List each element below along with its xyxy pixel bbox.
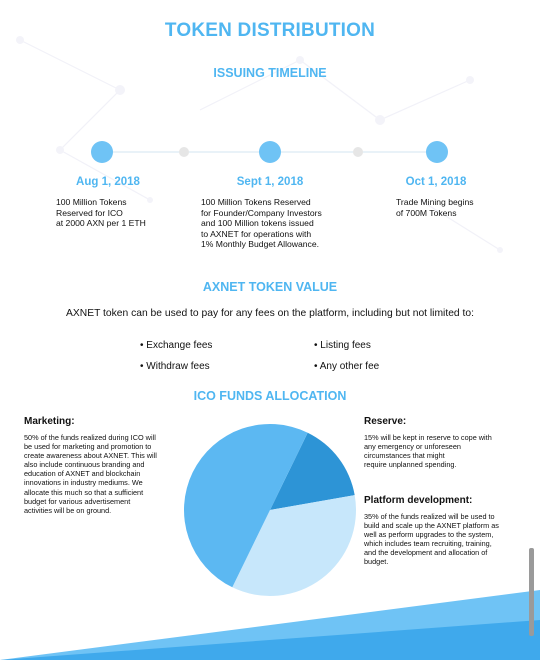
bullet-other-fee: • Any other fee [314, 361, 380, 372]
reserve-title: Reserve: [364, 416, 407, 427]
platform-title: Platform development: [364, 495, 473, 506]
timeline-dot [353, 147, 363, 157]
marketing-title: Marketing: [24, 416, 75, 427]
timeline-date-2: Sept 1, 2018 [236, 176, 304, 188]
timeline-text-3: Trade Mining begins of 700M Tokens [396, 197, 474, 218]
timeline-dot [179, 147, 189, 157]
bullet-exchange-fees: • Exchange fees [140, 340, 213, 351]
reserve-text: 15% will be kept in reserve to cope with any emergency or unforeseen circumstances that might require unplanned spending. [364, 433, 492, 470]
timeline-date-3: Oct 1, 2018 [405, 176, 467, 188]
timeline-heading: ISSUING TIMELINE [213, 66, 327, 80]
token-value-heading: AXNET TOKEN VALUE [202, 280, 338, 294]
timeline-text-1: 100 Million Tokens Reserved for ICO at 2000 AXN per 1 ETH [56, 197, 146, 229]
timeline-node-2 [259, 141, 281, 163]
platform-text: 35% of the funds realized will be used to build and scale up the AXNET platform as well as perform upgrades to the system, which includes team recruiting, training, and the development and allocation of budget. [364, 512, 499, 567]
allocation-heading: ICO FUNDS ALLOCATION [193, 389, 347, 403]
allocation-pie-chart [180, 420, 360, 600]
timeline-track [0, 135, 540, 175]
bullet-listing-fees: • Listing fees [314, 340, 371, 351]
timeline-node-3 [426, 141, 448, 163]
page-title: TOKEN DISTRIBUTION [164, 20, 376, 41]
timeline-date-1: Aug 1, 2018 [76, 176, 140, 188]
timeline-node-1 [91, 141, 113, 163]
marketing-text: 50% of the funds realized during ICO will be used for marketing and promotion to create awareness about AXNET. This will also include continuous branding and education of AXNET and blockchain innovations in industry mediums. We allocate this much so that a sufficient budget for various advertisement activities will be on ground. [24, 433, 157, 515]
scrollbar-thumb[interactable] [529, 548, 534, 636]
timeline-text-2: 100 Million Tokens Reserved for Founder/Company Investors and 100 Million tokens issued to AXNET for operations with 1% Monthly Budget Allowance. [201, 197, 322, 250]
token-value-intro: AXNET token can be used to pay for any fees on the platform, including but not limited to: [66, 308, 474, 319]
bullet-withdraw-fees: • Withdraw fees [140, 361, 210, 372]
